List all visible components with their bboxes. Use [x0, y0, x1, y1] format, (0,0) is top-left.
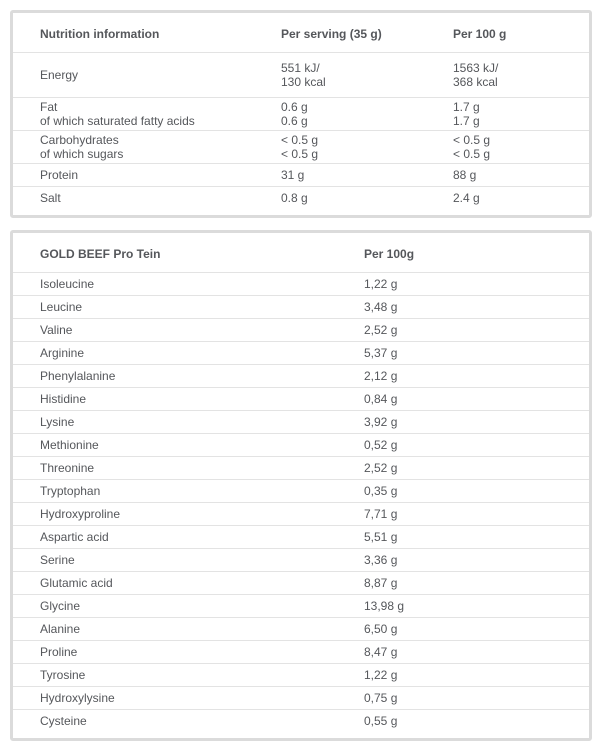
table-row-cysteine	[13, 709, 589, 732]
table-row-phenylalanine	[13, 364, 589, 387]
table-row-arginine	[13, 341, 589, 364]
amino-header-row	[13, 233, 589, 272]
nutrition-header-per-100g: Per 100 g	[453, 27, 507, 41]
nutrient-subname: of which sugars	[40, 147, 124, 161]
amino-value: 2,12 g	[364, 369, 398, 383]
amino-value: 5,37 g	[364, 346, 398, 360]
table-row-salt	[13, 186, 589, 209]
amino-value: 6,50 g	[364, 622, 398, 636]
table-row-tyrosine	[13, 663, 589, 686]
nutrient-per100-value: 88 g	[453, 168, 477, 182]
amino-header-title: GOLD BEEF Pro Tein	[40, 247, 161, 261]
table-row-histidine	[13, 387, 589, 410]
table-row-valine	[13, 318, 589, 341]
table-row-glutamic-acid	[13, 571, 589, 594]
amino-name: Aspartic acid	[40, 530, 109, 544]
nutrient-label	[13, 68, 281, 82]
amino-value: 7,71 g	[364, 507, 398, 521]
nutrition-table	[10, 10, 592, 218]
amino-value: 2,52 g	[364, 323, 398, 337]
amino-name: Threonine	[40, 461, 95, 475]
nutrient-name: Energy	[40, 68, 79, 82]
table-row-serine	[13, 548, 589, 571]
amino-value: 0,84 g	[364, 392, 398, 406]
table-row-protein	[13, 163, 589, 186]
amino-name: Proline	[40, 645, 78, 659]
nutrient-label	[13, 168, 281, 182]
amino-value: 0,35 g	[364, 484, 398, 498]
table-row-tryptophan	[13, 479, 589, 502]
nutrient-per100-value: < 0.5 g < 0.5 g	[453, 133, 491, 161]
nutrient-name: Fat	[40, 100, 58, 114]
amino-name: Lysine	[40, 415, 75, 429]
table-row-threonine	[13, 456, 589, 479]
nutrient-name: Salt	[40, 191, 61, 205]
amino-name: Hydroxylysine	[40, 691, 115, 705]
nutrient-subname: of which saturated fatty acids	[40, 114, 195, 128]
table-row-alanine	[13, 617, 589, 640]
amino-value: 3,36 g	[364, 553, 398, 567]
table-row-lysine	[13, 410, 589, 433]
table-row-carbohydrates	[13, 130, 589, 163]
amino-name: Isoleucine	[40, 277, 95, 291]
table-row-methionine	[13, 433, 589, 456]
table-row-isoleucine	[13, 272, 589, 295]
table-row-hydroxylysine	[13, 686, 589, 709]
amino-value: 1,22 g	[364, 277, 398, 291]
nutrient-serving-value: 0.8 g	[281, 191, 308, 205]
amino-name: Methionine	[40, 438, 99, 452]
nutrition-header-per-serving: Per serving (35 g)	[281, 27, 382, 41]
amino-value: 8,47 g	[364, 645, 398, 659]
amino-name: Glutamic acid	[40, 576, 113, 590]
amino-name: Leucine	[40, 300, 83, 314]
nutrition-header-title: Nutrition information	[40, 27, 160, 41]
amino-value: 0,55 g	[364, 714, 398, 728]
amino-name: Valine	[40, 323, 73, 337]
amino-name: Serine	[40, 553, 75, 567]
nutrient-serving-value: 0.6 g 0.6 g	[281, 100, 308, 128]
amino-value: 1,22 g	[364, 668, 398, 682]
nutrient-name: Protein	[40, 168, 79, 182]
table-row-hydroxyproline	[13, 502, 589, 525]
nutrient-serving-value: 551 kJ/ 130 kcal	[281, 61, 326, 89]
amino-name: Cysteine	[40, 714, 87, 728]
amino-value: 3,92 g	[364, 415, 398, 429]
nutrient-label	[13, 100, 281, 128]
nutrient-serving-value: < 0.5 g < 0.5 g	[281, 133, 319, 161]
table-row-proline	[13, 640, 589, 663]
nutrition-header-row	[13, 13, 589, 52]
amino-name: Glycine	[40, 599, 81, 613]
nutrient-per100-value: 1.7 g 1.7 g	[453, 100, 480, 128]
table-row-energy	[13, 52, 589, 97]
amino-name: Histidine	[40, 392, 87, 406]
amino-value: 0,52 g	[364, 438, 398, 452]
amino-value: 13,98 g	[364, 599, 405, 613]
nutrient-per100-value: 1563 kJ/ 368 kcal	[453, 61, 499, 89]
amino-value: 3,48 g	[364, 300, 398, 314]
table-row-fat	[13, 97, 589, 130]
nutrient-serving-value: 31 g	[281, 168, 305, 182]
table-row-glycine	[13, 594, 589, 617]
nutrient-label	[13, 133, 281, 161]
amino-name: Phenylalanine	[40, 369, 116, 383]
amino-value: 2,52 g	[364, 461, 398, 475]
amino-name: Hydroxyproline	[40, 507, 121, 521]
amino-value: 0,75 g	[364, 691, 398, 705]
amino-acid-table	[10, 230, 592, 741]
amino-name: Arginine	[40, 346, 85, 360]
table-row-leucine	[13, 295, 589, 318]
amino-value: 8,87 g	[364, 576, 398, 590]
nutrient-per100-value: 2.4 g	[453, 191, 480, 205]
nutrient-name: Carbohydrates	[40, 133, 119, 147]
amino-name: Alanine	[40, 622, 81, 636]
amino-name: Tryptophan	[40, 484, 101, 498]
amino-value: 5,51 g	[364, 530, 398, 544]
table-row-aspartic-acid	[13, 525, 589, 548]
amino-header-per-100g: Per 100g	[364, 247, 415, 261]
amino-name: Tyrosine	[40, 668, 86, 682]
nutrient-label	[13, 191, 281, 205]
